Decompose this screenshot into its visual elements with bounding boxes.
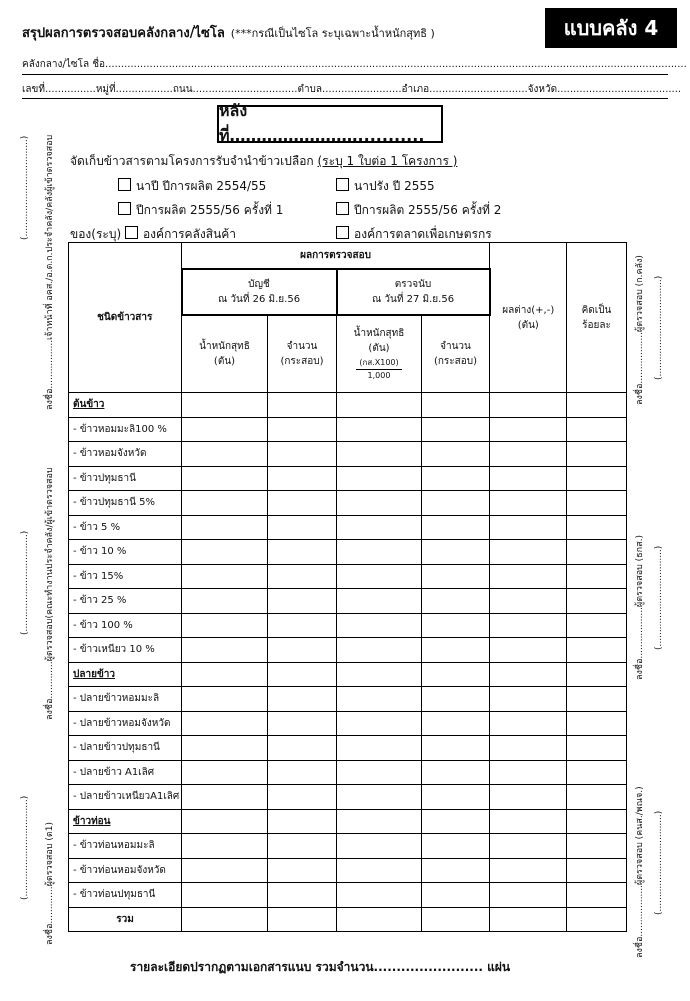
input-cell[interactable] [182, 834, 268, 859]
signature-left-1-label: ลงชื่อ.................เจ้าหน้าที่ อคส./อ.ต.ก.ประจำคลัง/คลังผู้เข้าตรวจสอบ [45, 134, 55, 410]
input-cell[interactable] [422, 393, 490, 418]
checkbox-icon[interactable] [336, 178, 349, 191]
input-cell[interactable] [337, 466, 422, 491]
input-cell[interactable] [182, 393, 268, 418]
rice-type-label: - ข้าวหอมจังหวัด [69, 442, 182, 467]
signature-right-1[interactable]: (..................................) [654, 275, 664, 380]
input-cell[interactable] [182, 736, 268, 761]
input-cell[interactable] [268, 442, 337, 467]
input-cell[interactable] [337, 785, 422, 810]
title-note: (***กรณีเป็นไซโล ระบุเฉพาะน้ำหนักสุทธิ ) [230, 27, 435, 40]
rice-type-label: - ข้าวท่อนหอมจังหวัด [69, 858, 182, 883]
input-cell[interactable] [182, 711, 268, 736]
input-cell[interactable] [268, 393, 337, 418]
input-cell[interactable] [422, 417, 490, 442]
input-cell[interactable] [268, 589, 337, 614]
signature-right-2-label: ลงชื่อ..................ผู้ตรวจสอบ (ธกส.) [635, 535, 645, 680]
input-cell[interactable] [567, 711, 627, 736]
input-cell[interactable] [567, 638, 627, 663]
input-cell[interactable] [268, 711, 337, 736]
input-cell[interactable] [337, 638, 422, 663]
input-cell[interactable] [337, 515, 422, 540]
input-cell[interactable] [422, 883, 490, 908]
input-cell[interactable] [268, 466, 337, 491]
table-row [69, 442, 627, 467]
input-cell[interactable] [337, 834, 422, 859]
input-cell[interactable] [182, 564, 268, 589]
input-cell[interactable] [182, 442, 268, 467]
input-cell[interactable] [337, 393, 422, 418]
input-cell[interactable] [337, 760, 422, 785]
rice-type-label: - ข้าวปทุมธานี 5% [69, 491, 182, 516]
input-cell[interactable] [182, 858, 268, 883]
title-text: สรุปผลการตรวจสอบคลังกลาง/ไซโล [22, 26, 225, 41]
account-header: บัญชี ณ วันที่ 26 มิ.ย.56 [182, 269, 337, 315]
input-cell[interactable] [490, 638, 567, 663]
input-cell[interactable] [182, 589, 268, 614]
checkbox-icon[interactable] [125, 226, 138, 239]
input-cell[interactable] [182, 515, 268, 540]
input-cell[interactable] [490, 393, 567, 418]
input-cell[interactable] [337, 809, 422, 834]
rice-type-label: - ปลายข้าว A1เลิศ [69, 760, 182, 785]
input-cell[interactable] [490, 466, 567, 491]
table-row [69, 883, 627, 908]
input-cell[interactable] [268, 687, 337, 712]
signature-left-2[interactable]: (..................................) [20, 530, 30, 635]
input-cell[interactable] [268, 491, 337, 516]
input-cell[interactable] [337, 687, 422, 712]
checkbox-icon[interactable] [336, 202, 349, 215]
input-cell[interactable] [490, 417, 567, 442]
rice-type-label: - ปลายข้าวเหนียวA1เลิศ [69, 785, 182, 810]
input-cell[interactable] [567, 687, 627, 712]
input-cell[interactable] [490, 858, 567, 883]
input-cell[interactable] [422, 858, 490, 883]
option-checkbox[interactable]: ปีการผลิต 2555/56 ครั้งที่ 2 [336, 201, 501, 220]
table-row [69, 613, 627, 638]
input-cell[interactable] [182, 417, 268, 442]
table-row [69, 662, 627, 687]
input-cell[interactable] [490, 834, 567, 859]
input-cell[interactable] [567, 442, 627, 467]
input-cell[interactable] [490, 883, 567, 908]
checkbox-icon[interactable] [336, 226, 349, 239]
input-cell[interactable] [422, 736, 490, 761]
count-weight: น้ำหนักสุทธิ (ตัน) (กส.X100) 1,000 [337, 315, 422, 393]
input-cell[interactable] [337, 540, 422, 565]
input-cell[interactable] [182, 907, 268, 932]
input-cell[interactable] [337, 907, 422, 932]
input-cell[interactable] [567, 883, 627, 908]
rice-type-label: - ข้าว 100 % [69, 613, 182, 638]
rice-type-label: - ข้าว 25 % [69, 589, 182, 614]
input-cell[interactable] [567, 662, 627, 687]
input-cell[interactable] [567, 785, 627, 810]
category-label: ปลายข้าว [69, 662, 182, 687]
input-cell[interactable] [567, 907, 627, 932]
input-cell[interactable] [182, 883, 268, 908]
input-cell[interactable] [337, 858, 422, 883]
input-cell[interactable] [337, 711, 422, 736]
rice-type-label: - ปลายข้าวหอมมะลิ [69, 687, 182, 712]
rice-type-label: - ข้าวหอมมะลิ100 % [69, 417, 182, 442]
inspection-table [68, 242, 627, 932]
input-cell[interactable] [567, 809, 627, 834]
account-weight: น้ำหนักสุทธิ (ตัน) [182, 315, 268, 393]
input-cell[interactable] [268, 858, 337, 883]
option-checkbox[interactable]: นาปี ปีการผลิต 2554/55 [118, 177, 266, 196]
input-cell[interactable] [422, 564, 490, 589]
option-checkbox[interactable]: ปีการผลิต 2555/56 ครั้งที่ 1 [118, 201, 283, 220]
rice-type-label: - ปลายข้าวปทุมธานี [69, 736, 182, 761]
input-cell[interactable] [422, 785, 490, 810]
input-cell[interactable] [567, 491, 627, 516]
input-cell[interactable] [268, 613, 337, 638]
input-cell[interactable] [268, 809, 337, 834]
input-cell[interactable] [490, 564, 567, 589]
input-cell[interactable] [422, 613, 490, 638]
table-row [69, 417, 627, 442]
input-cell[interactable] [182, 785, 268, 810]
input-cell[interactable] [490, 491, 567, 516]
input-cell[interactable] [268, 760, 337, 785]
input-cell[interactable] [337, 736, 422, 761]
input-cell[interactable] [268, 785, 337, 810]
count-header: ตรวจนับ ณ วันที่ 27 มิ.ย.56 [337, 269, 490, 315]
input-cell[interactable] [490, 809, 567, 834]
rice-type-label: - ข้าวเหนียว 10 % [69, 638, 182, 663]
input-cell[interactable] [490, 736, 567, 761]
input-cell[interactable] [567, 393, 627, 418]
option-checkbox[interactable]: นาปรัง ปี 2555 [336, 177, 435, 196]
rice-type-label: - ข้าวปทุมธานี [69, 466, 182, 491]
input-cell[interactable] [490, 785, 567, 810]
input-cell[interactable] [567, 858, 627, 883]
signature-right-3-label: ลงชื่อ..................ผู้ตรวจสอบ (คนส./พณจ.) [635, 786, 645, 958]
input-cell[interactable] [422, 809, 490, 834]
input-cell[interactable] [567, 589, 627, 614]
input-cell[interactable] [422, 540, 490, 565]
rice-type-label: - ข้าว 10 % [69, 540, 182, 565]
input-cell[interactable] [490, 711, 567, 736]
table-row [69, 858, 627, 883]
input-cell[interactable] [182, 687, 268, 712]
input-cell[interactable] [422, 760, 490, 785]
input-cell[interactable] [567, 466, 627, 491]
input-cell[interactable] [422, 907, 490, 932]
checkbox-icon[interactable] [118, 178, 131, 191]
input-cell[interactable] [490, 515, 567, 540]
table-row [69, 466, 627, 491]
input-cell[interactable] [422, 515, 490, 540]
input-cell[interactable] [422, 662, 490, 687]
address-field[interactable]: เลขที่................หมู่ที่..................ถนน.................................ตำบล.........................อำเภอ...............................จังหวัด....................................... [22, 84, 682, 95]
input-cell[interactable] [567, 564, 627, 589]
input-cell[interactable] [268, 834, 337, 859]
table-row [69, 785, 627, 810]
table-row [69, 760, 627, 785]
rice-type-label: รวม [69, 907, 182, 932]
input-cell[interactable] [490, 662, 567, 687]
table-row [69, 809, 627, 834]
input-cell[interactable] [422, 589, 490, 614]
rice-type-label: - ข้าว 15% [69, 564, 182, 589]
input-cell[interactable] [268, 662, 337, 687]
input-cell[interactable] [490, 760, 567, 785]
input-cell[interactable] [182, 466, 268, 491]
input-cell[interactable] [268, 736, 337, 761]
input-cell[interactable] [268, 417, 337, 442]
signature-left-1[interactable]: (..................................) [20, 135, 30, 240]
signature-left-3[interactable]: (..................................) [20, 795, 30, 900]
form-badge: แบบคลัง 4 [545, 8, 677, 48]
input-cell[interactable] [182, 540, 268, 565]
rice-type-label: - ข้าวท่อนหอมมะลิ [69, 834, 182, 859]
input-cell[interactable] [422, 687, 490, 712]
footer-note: รายละเอียดปรากฏตามเอกสารแนบ รวมจำนวน........................ แผ่น [130, 960, 511, 974]
input-cell[interactable] [422, 466, 490, 491]
hall-number-field[interactable]: หลังที่……………………........... [217, 105, 443, 143]
category-label: ต้นข้าว [69, 393, 182, 418]
signature-left-2-label: ลงชื่อ.............ผู้ตรวจสอบ(คณะทำงานประจำคลัง/ผู้เข้าตรวจสอบ [45, 467, 55, 720]
signature-right-2[interactable]: (..................................) [654, 545, 664, 650]
input-cell[interactable] [337, 883, 422, 908]
input-cell[interactable] [268, 564, 337, 589]
checkbox-icon[interactable] [118, 202, 131, 215]
category-label: ข้าวท่อน [69, 809, 182, 834]
input-cell[interactable] [337, 564, 422, 589]
storage-intro: จัดเก็บข้าวสารตามโครงการรับจำนำข้าวเปลือก (ระบุ 1 ใบต่อ 1 โครงการ ) [70, 154, 458, 168]
table-row [69, 711, 627, 736]
signature-right-3[interactable]: (..................................) [654, 810, 664, 915]
input-cell[interactable] [337, 417, 422, 442]
input-cell[interactable] [567, 736, 627, 761]
input-cell[interactable] [268, 540, 337, 565]
input-cell[interactable] [567, 760, 627, 785]
input-cell[interactable] [182, 613, 268, 638]
col-rice-type: ชนิดข้าวสาร [69, 243, 182, 393]
table-row [69, 491, 627, 516]
input-cell[interactable] [567, 515, 627, 540]
input-cell[interactable] [567, 834, 627, 859]
input-cell[interactable] [567, 540, 627, 565]
input-cell[interactable] [422, 442, 490, 467]
group-header: ผลการตรวจสอบ [182, 243, 490, 269]
col-diff: ผลต่าง(+,-) (ตัน) [490, 243, 567, 393]
rice-type-label: - ข้าวท่อนปทุมธานี [69, 883, 182, 908]
table-row [69, 515, 627, 540]
input-cell[interactable] [490, 907, 567, 932]
input-cell[interactable] [567, 417, 627, 442]
signature-left-3-label: ลงชื่อ.............ผู้ตรวจสอบ (ต1) [45, 822, 55, 945]
input-cell[interactable] [490, 613, 567, 638]
table-row [69, 687, 627, 712]
rice-type-label: - ปลายข้าวหอมจังหวัด [69, 711, 182, 736]
input-cell[interactable] [182, 760, 268, 785]
input-cell[interactable] [490, 442, 567, 467]
input-cell[interactable] [337, 589, 422, 614]
input-cell[interactable] [337, 662, 422, 687]
account-qty: จำนวน (กระสอบ) [268, 315, 337, 393]
divider [22, 74, 668, 75]
table-row [69, 540, 627, 565]
input-cell[interactable] [182, 491, 268, 516]
input-cell[interactable] [182, 638, 268, 663]
input-cell[interactable] [337, 491, 422, 516]
table-row [69, 589, 627, 614]
input-cell[interactable] [567, 613, 627, 638]
input-cell[interactable] [422, 491, 490, 516]
input-cell[interactable] [268, 883, 337, 908]
input-cell[interactable] [422, 638, 490, 663]
input-cell[interactable] [268, 638, 337, 663]
input-cell[interactable] [268, 907, 337, 932]
input-cell[interactable] [490, 687, 567, 712]
input-cell[interactable] [490, 589, 567, 614]
signature-right-1-label: ลงชื่อ..................ผู้ตรวจสอบ (ก.คลัง) [635, 255, 645, 405]
table-row [69, 736, 627, 761]
count-qty: จำนวน (กระสอบ) [422, 315, 490, 393]
input-cell[interactable] [422, 711, 490, 736]
table-row [69, 638, 627, 663]
input-cell[interactable] [337, 613, 422, 638]
table-row [69, 907, 627, 932]
owner-row: ของ(ระบุ) องค์การคลังสินค้า [70, 227, 237, 241]
rice-type-label: - ข้าว 5 % [69, 515, 182, 540]
owner-option[interactable]: องค์การตลาดเพื่อเกษตรกร [336, 225, 492, 244]
table-row [69, 564, 627, 589]
table-row [69, 834, 627, 859]
input-cell[interactable] [422, 834, 490, 859]
table-row [69, 393, 627, 418]
input-cell[interactable] [182, 809, 268, 834]
input-cell[interactable] [268, 515, 337, 540]
input-cell[interactable] [490, 540, 567, 565]
input-cell[interactable] [182, 662, 268, 687]
warehouse-name-field[interactable]: คลังกลาง/ไซโล ชื่อ....................................................................................................................................................................................... [22, 59, 687, 70]
col-percent: คิดเป็น ร้อยละ [567, 243, 627, 393]
input-cell[interactable] [337, 442, 422, 467]
form-title [22, 22, 435, 43]
